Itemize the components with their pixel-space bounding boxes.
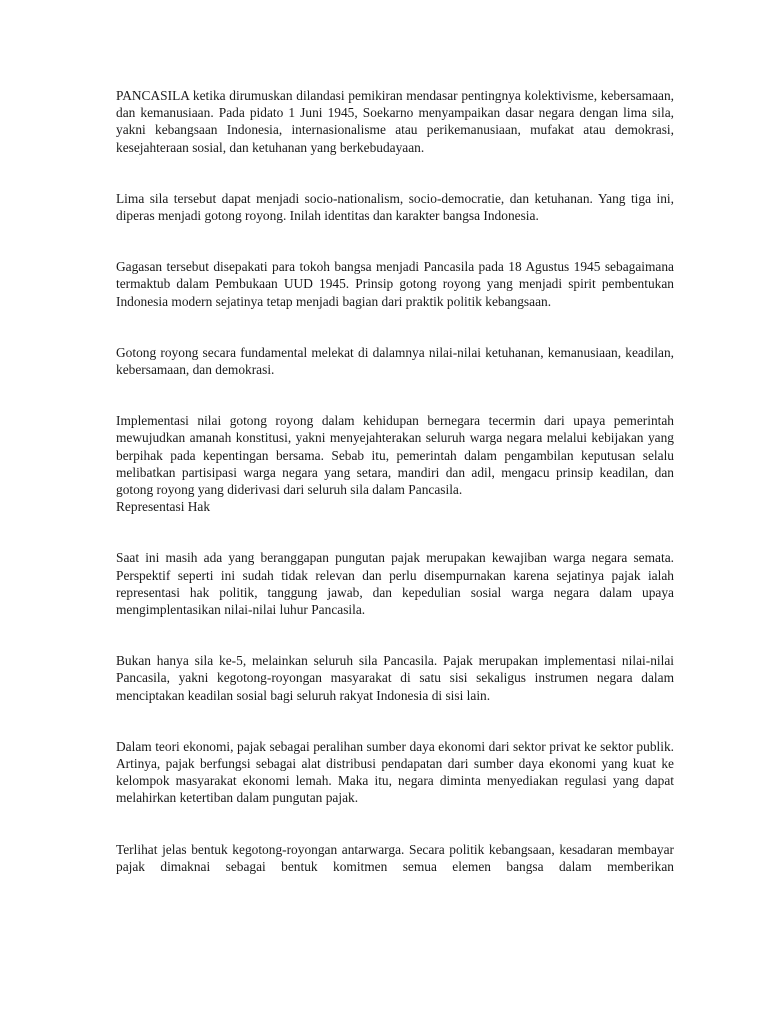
paragraph-lima-sila: Lima sila tersebut dapat menjadi socio-nationalism, socio-democratie, dan ketuhanan. Yang tiga ini, diperas menjadi gotong royong. Inilah identitas dan karakter bangsa Indonesia.: [116, 190, 674, 224]
paragraph-teori-ekonomi: Dalam teori ekonomi, pajak sebagai peralihan sumber daya ekonomi dari sektor privat ke sektor publik. Artinya, pajak berfungsi sebagai alat distribusi pendapatan dari sumber daya ekonomi yang kuat ke kelompok masyarakat ekonomi lemah. Maka itu, negara diminta menyediakan regulasi yang dapat melahirkan ketertiban dalam pungutan pajak.: [116, 738, 674, 806]
paragraph-kegotong-royongan: Terlihat jelas bentuk kegotong-royongan antarwarga. Secara politik kebangsaan, kesadaran membayar pajak dimaknai sebagai bentuk komitmen semua elemen bangsa dalam memberikan: [116, 841, 674, 874]
paragraph-implementasi: Implementasi nilai gotong royong dalam kehidupan bernegara tecermin dari upaya pemerintah mewujudkan amanah konstitusi, yakni menyejahterakan seluruh warga negara melalui kebijakan yang berpihak pada kepentingan bersama. Sebab itu, pemerintah dalam pengambilan keputusan selalu melibatkan partisipasi warga negara yang setara, mandiri dan adil, mengacu prinsip keadilan, dan gotong royong yang diderivasi dari seluruh sila dalam Pancasila.: [116, 413, 674, 498]
paragraph-gagasan: Gagasan tersebut disepakati para tokoh bangsa menjadi Pancasila pada 18 Agustus 1945 sebagaimana termaktub dalam Pembukaan UUD 1945. Prinsip gotong royong yang menjadi spirit pembentukan Indonesia modern sejatinya tetap menjadi bagian dari praktik politik kebangsaan.: [116, 259, 674, 309]
paragraph-gotong-royong: Gotong royong secara fundamental melekat di dalamnya nilai-nilai ketuhanan, kemanusiaan, keadilan, kebersamaan, dan demokrasi.: [116, 344, 674, 378]
paragraph-pancasila-origin: PANCASILA ketika dirumuskan dilandasi pemikiran mendasar pentingnya kolektivisme, kebersamaan, dan kemanusiaan. Pada pidato 1 Juni 1945, Soekarno menyampaikan dasar negara dengan lima sila, yakni kebangsaan Indonesia, internasionalisme atau perikemanusiaan, mufakat atau demokrasi, kesejahteraan sosial, dan ketuhanan yang berkebudayaan.: [116, 88, 674, 155]
paragraph-pajak-kewajiban: Saat ini masih ada yang beranggapan pungutan pajak merupakan kewajiban warga negara semata. Perspektif seperti ini sudah tidak relevan dan perlu disempurnakan karena sejatinya pajak ialah representasi hak politik, tanggung jawab, dan kepedulian sosial warga negara dalam upaya mengimplentasikan nilai-nilai luhur Pancasila.: [116, 550, 674, 618]
section-heading: Representasi Hak: [116, 499, 211, 515]
paragraph-sila-ke-5: Bukan hanya sila ke-5, melainkan seluruh sila Pancasila. Pajak merupakan implementasi nilai-nilai Pancasila, yakni kegotong-royongan masyarakat di satu sisi sekaligus instrumen negara dalam menciptakan keadilan sosial bagi seluruh rakyat Indonesia di sisi lain.: [116, 653, 674, 703]
document-page: [116, 87, 674, 875]
